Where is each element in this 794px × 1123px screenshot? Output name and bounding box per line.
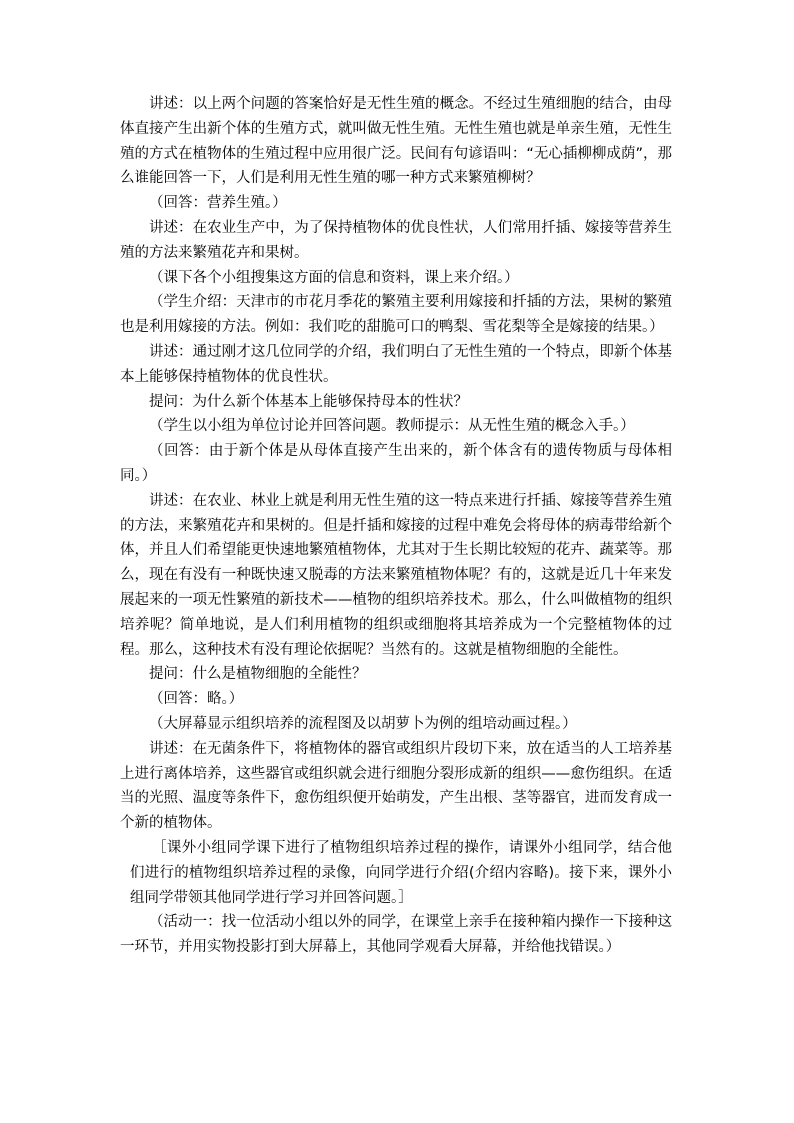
- paragraph-screen-display: （大屏幕显示组织培养的流程图及以胡萝卜为例的组培动画过程。）: [149, 715, 577, 732]
- paragraph-question-trait: 提问：为什么新个体基本上能够保持母本的性状？: [149, 393, 468, 410]
- paragraph-answer-omitted: （回答：略。）: [149, 691, 244, 708]
- document-page: [120, 92, 672, 960]
- paragraph-answer-genetic: （回答：由于新个体是从母体直接产生出来的，新个体含有的遗传物质与母体相同。）: [120, 443, 672, 484]
- paragraph-lecture-trait-feature: 讲述：通过刚才这几位同学的介绍，我们明白了无性生殖的一个特点，即新个体基本上能够保持植物体的优良性状。: [120, 343, 672, 385]
- paragraph-lecture-tissue-culture: 讲述：在农业、林业上就是利用无性生殖的这一特点来进行扦插、嫁接等营养生殖的方法，来繁殖花卉和果树的。但是扦插和嫁接的过程中难免会将母体的病毒带给新个体，并且人们希望能更快速地繁殖植物体，尤其对于生长期比较短的花卉、蔬菜等。那么，现在有没有一种既快速又脱毒的方法来繁殖植物体呢？有的，这就是近几十年来发展起来的一项无性繁殖的新技术——植物的组织培养技术。那么，什么叫做植物的组织培养呢？简单地说，是人们利用植物的组织或细胞将其培养成为一个完整植物体的过程。那么，这种技术有没有理论依据呢？当然有的。这就是植物细胞的全能性。: [120, 492, 672, 658]
- paragraph-lecture-agriculture: 讲述：在农业生产中，为了保持植物体的优良性状，人们常用扦插、嫁接等营养生殖的方法来繁殖花卉和果树。: [120, 219, 672, 261]
- paragraph-lecture-sterile-culture: 讲述：在无菌条件下，将植物体的器官或组织片段切下来，放在适当的人工培养基上进行离体培养，这些器官或组织就会进行细胞分裂形成新的组织——愈伤组织。在适当的光照、温度等条件下，愈伤组织便开始萌发，产生出根、茎等器官，进而发育成一个新的植物体。: [120, 740, 672, 832]
- paragraph-lecture-asexual-definition: 讲述：以上两个问题的答案恰好是无性生殖的概念。不经过生殖细胞的结合，由母体直接产生出新个体的生殖方式，就叫做无性生殖。无性生殖也就是单亲生殖，无性生殖的方式在植物体的生殖过程中应用很广泛。民间有句谚语叫：“无心插柳柳成荫”，那么谁能回答一下，人们是利用无性生殖的哪一种方式来繁殖柳树？: [120, 96, 672, 187]
- paragraph-group-discussion: （学生以小组为单位讨论并回答问题。教师提示：从无性生殖的概念入手。）: [149, 418, 635, 435]
- paragraph-group-collect-info: （课下各个小组搜集这方面的信息和资料，课上来介绍。）: [149, 269, 519, 286]
- paragraph-answer-vegetative: （回答：营养生殖。）: [149, 195, 287, 212]
- paragraph-extracurricular-group: ［课外小组同学课下进行了植物组织培养过程的操作，请课外小组同学，结合他们进行的植物组织培养过程的录像，向同学进行介绍(介绍内容略)。接下来，课外小组同学带领其他同学进行学习并回答问题。］: [130, 839, 672, 906]
- paragraph-student-introduction: （学生介绍：天津市的市花月季花的繁殖主要利用嫁接和扦插的方法，果树的繁殖也是利用嫁接的方法。例如：我们吃的甜脆可口的鸭梨、雪花梨等全是嫁接的结果。）: [120, 294, 672, 336]
- paragraph-question-totipotency: 提问：什么是植物细胞的全能性？: [149, 666, 367, 683]
- paragraph-activity-one: （活动一：找一位活动小组以外的同学，在课堂上亲手在接种箱内操作一下接种这一环节，并用实物投影打到大屏幕上，其他同学观看大屏幕，并给他找错误。）: [120, 914, 672, 956]
